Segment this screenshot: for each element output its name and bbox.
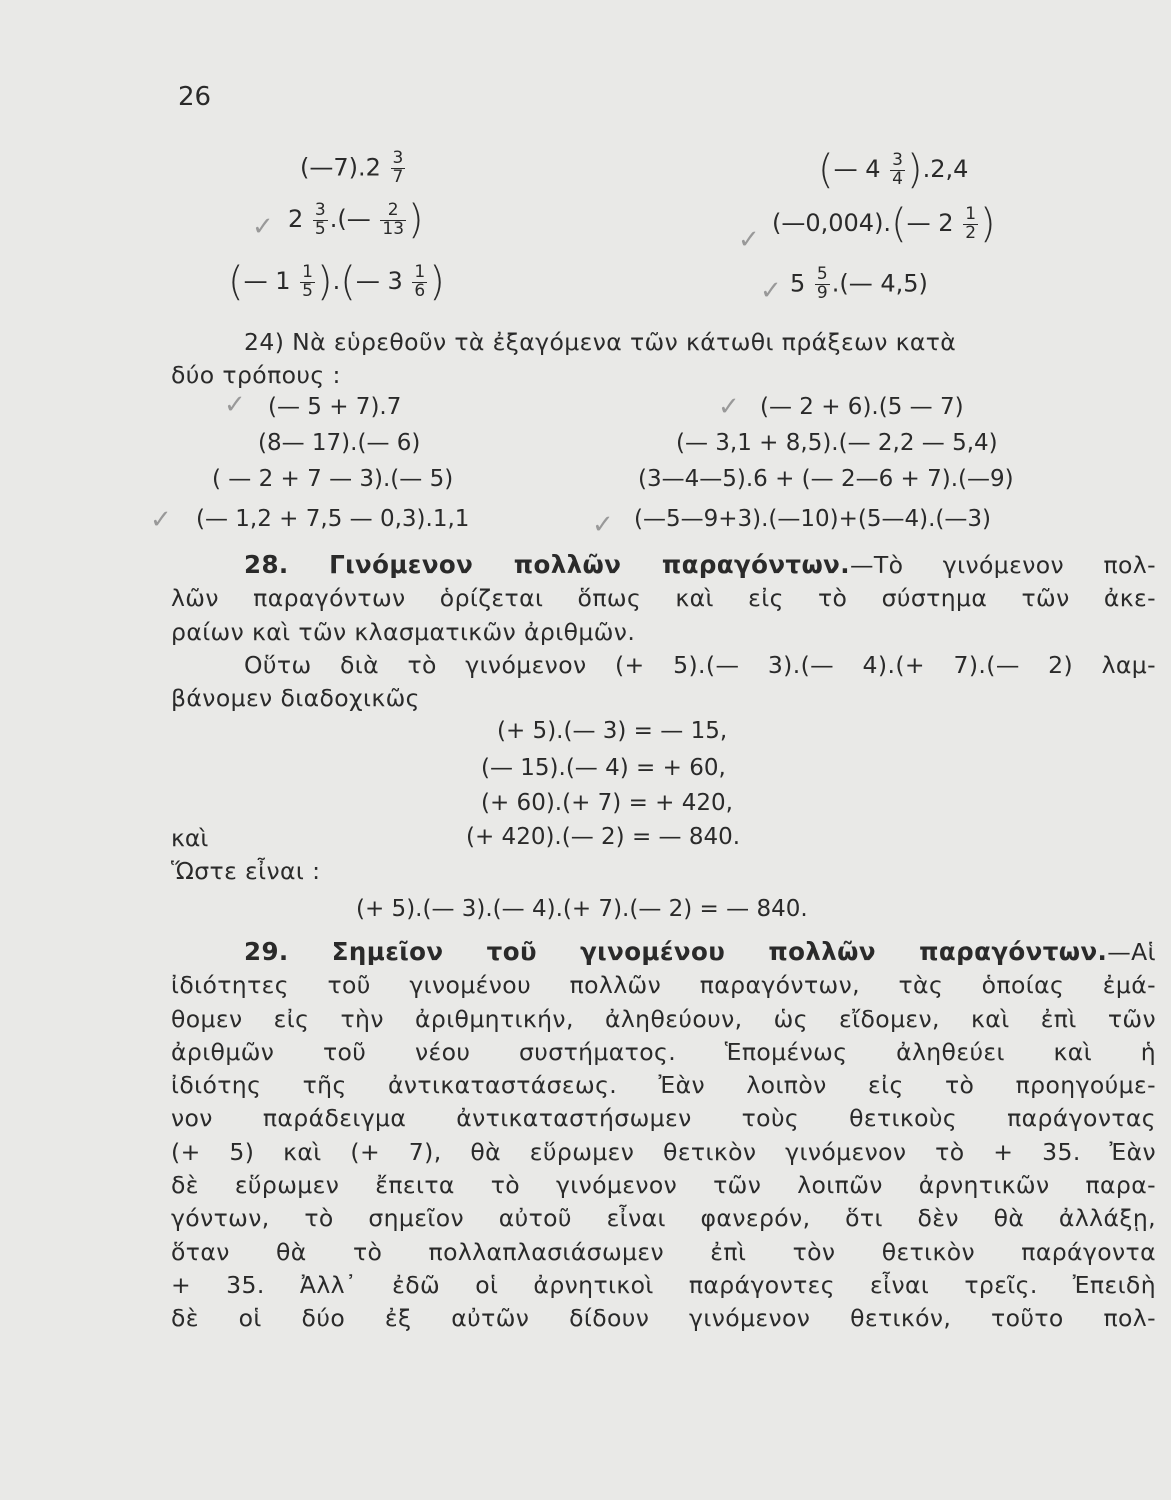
exercise-24-intro-cont: δύο τρόπους :	[171, 361, 341, 389]
section-28-line	[171, 548, 1156, 582]
paren: (	[228, 259, 244, 305]
expr-text: (—0,004).	[772, 209, 892, 237]
fraction	[380, 199, 406, 239]
product-step-1: (+ 5).(— 3) = — 15,	[497, 718, 728, 744]
section-29-line: δὲ εὕρωμεν ἔπειτα τὸ γινόμενον τῶν λοιπῶν ἀρνητικῶν παρα-	[171, 1171, 1156, 1200]
final-product: (+ 5).(— 3).(— 4).(+ 7).(— 2) = — 840.	[356, 896, 808, 922]
section-28-line: ραίων καὶ τῶν κλασματικῶν ἀριθμῶν.	[171, 617, 636, 646]
paren: (	[891, 201, 907, 247]
exercise-24-left-2: (8— 17).(— 6)	[258, 430, 421, 456]
numerator: 2	[380, 202, 406, 221]
section-29-line: (+ 5) καὶ (+ 7), θὰ εὕρωμεν θετικὸν γινόμενον τὸ + 35. Ἐὰν	[171, 1137, 1156, 1166]
fraction	[391, 150, 406, 187]
exercise-24-left-1: (— 5 + 7).7	[268, 394, 402, 420]
product-step-2: (— 15).(— 4) = + 60,	[481, 755, 726, 781]
exercise-right-a	[818, 147, 969, 193]
numerator: 3	[314, 199, 326, 220]
exercise-24-right-2: (— 3,1 + 8,5).(— 2,2 — 5,4)	[676, 430, 998, 456]
fraction	[412, 261, 427, 301]
expr-text: — 4	[833, 155, 881, 183]
denominator: 2	[965, 222, 977, 243]
check-mark-icon: ✓	[718, 392, 740, 422]
exercise-24-left-4: (— 1,2 + 7,5 — 0,3).1,1	[196, 506, 470, 532]
check-mark-icon: ✓	[760, 276, 782, 306]
paren: )	[980, 201, 996, 247]
expr-text: .2,4	[922, 155, 969, 183]
exercise-24-right-3: (3—4—5).6 + (— 2—6 + 7).(—9)	[638, 466, 1014, 492]
check-mark-icon: ✓	[592, 510, 614, 540]
section-29-line: γόντων, τὸ σημεῖον αὐτοῦ εἶναι φανερόν, ὅτι δὲν θὰ ἀλλάξῃ,	[171, 1204, 1156, 1233]
section-29-line: ὅταν θὰ τὸ πολλαπλασιάσωμεν ἐπὶ τὸν θετικὸν παράγοντα	[171, 1237, 1156, 1266]
exercise-right-c	[790, 266, 928, 303]
expr-text: — 3	[355, 267, 403, 295]
numerator: 3	[892, 149, 903, 170]
paren: (	[818, 147, 834, 193]
fraction	[890, 149, 905, 189]
denominator: 7	[392, 166, 404, 187]
check-mark-icon: ✓	[224, 390, 246, 420]
product-step-4: (+ 420).(— 2) = — 840.	[466, 824, 741, 850]
exercise-right-b	[772, 201, 996, 247]
expr-text: (—7).2	[300, 153, 381, 182]
section-29	[171, 935, 1156, 1336]
numerator: 1	[302, 261, 313, 282]
section-29-line: ἀριθμῶν τοῦ νέου συστήματος. Ἑπομένως ἀληθεύει καὶ ἡ	[171, 1037, 1156, 1066]
section-29-line: θομεν εἰς τὴν ἀριθμητικήν, ἀληθεύουν, ὡς εἴδομεν, καὶ ἐπὶ τῶν	[171, 1004, 1156, 1033]
check-mark-icon: ✓	[252, 212, 274, 242]
fraction	[815, 266, 830, 303]
fraction	[300, 261, 315, 301]
exercise-left-c: (— 1 $\frac{1}{5}$ ).(— 3 $\frac{1}{6}$ )	[228, 259, 445, 305]
section-29-line: νον παράδειγμα ἀντικαταστήσωμεν τοὺς θετικοὺς παράγοντας	[171, 1104, 1156, 1133]
section-29-line: + 35. Ἀλλ᾽ ἐδῶ οἱ ἀρνητικοὶ παράγοντες εἶναι τρεῖς. Ἐπειδὴ	[171, 1270, 1156, 1299]
denominator: 4	[892, 168, 903, 189]
expr-text: 2	[288, 205, 304, 233]
expr-text: — 1	[243, 267, 291, 295]
section-29-line: ἰδιότης τῆς ἀντικαταστάσεως. Ἐὰν λοιπὸν εἰς τὸ προηγούμε-	[171, 1071, 1156, 1100]
exercise-24-intro: 24) Νὰ εὑρεθοῦν τὰ ἐξαγόμενα τῶν κάτωθι πράξεων κατὰ	[244, 328, 957, 356]
paren: )	[906, 147, 923, 193]
denominator: 13	[382, 218, 405, 239]
exercise-left-b	[288, 197, 424, 243]
denominator: 9	[816, 282, 828, 303]
kai-word: καὶ	[171, 824, 209, 852]
section-29-line: δὲ οἱ δύο ἐξ αὐτῶν δίδουν γινόμενον θετικόν, τοῦτο πολ-	[171, 1304, 1156, 1333]
check-mark-icon: ✓	[150, 505, 172, 535]
exercise-left-a	[300, 150, 407, 187]
section-28-line: λῶν παραγόντων ὁρίζεται ὅπως καὶ εἰς τὸ σύστημα τῶν ἀκε-	[171, 584, 1156, 613]
numerator: 1	[414, 261, 426, 282]
exercise-24-left-3: ( — 2 + 7 — 3).(— 5)	[212, 466, 454, 492]
exercise-24-right-1: (— 2 + 6).(5 — 7)	[760, 394, 964, 420]
section-29-line	[171, 935, 1156, 969]
fraction	[963, 203, 978, 243]
text-run: —Τὸ γινόμενον πολ-	[849, 551, 1156, 579]
text-run: —Αἱ	[1107, 938, 1156, 966]
numerator: 5	[816, 264, 828, 284]
denominator: 5	[302, 280, 313, 301]
section-28-line: βάνομεν διαδοχικῶς	[171, 684, 420, 713]
exercise-24-right-4: (—5—9+3).(—10)+(5—4).(—3)	[634, 506, 992, 532]
section-29-line: ἰδιότητες τοῦ γινομένου πολλῶν παραγόντων, τὰς ὁποίας ἐμά-	[171, 971, 1156, 1000]
hoste-phrase: Ὥστε εἶναι :	[171, 857, 321, 885]
paren: )	[429, 259, 445, 305]
section-28-heading: 28. Γινόμενον πολλῶν παραγόντων.	[244, 550, 850, 579]
section-28	[171, 548, 1156, 715]
fraction	[313, 199, 328, 239]
expr-text: .(— 4,5)	[831, 269, 928, 298]
numerator: 3	[392, 148, 404, 168]
product-step-3: (+ 60).(+ 7) = + 420,	[481, 790, 733, 816]
page-number: 26	[178, 82, 212, 112]
check-mark-icon: ✓	[738, 225, 760, 255]
section-28-line: Οὕτω διὰ τὸ γινόμενον (+ 5).(— 3).(— 4).(+ 7).(— 2) λαμ-	[244, 650, 1156, 679]
paren: )	[316, 259, 333, 305]
numerator: 1	[965, 203, 977, 224]
expr-text: 5	[790, 269, 806, 298]
expr-text: — 2	[906, 209, 954, 237]
denominator: 6	[414, 280, 426, 301]
expr-text: .(—	[329, 205, 371, 233]
denominator: 5	[314, 218, 326, 239]
section-29-heading: 29. Σημεῖον τοῦ γινομένου πολλῶν παραγόντων.	[244, 937, 1108, 966]
paren: )	[408, 197, 424, 243]
paren: (	[340, 259, 356, 305]
